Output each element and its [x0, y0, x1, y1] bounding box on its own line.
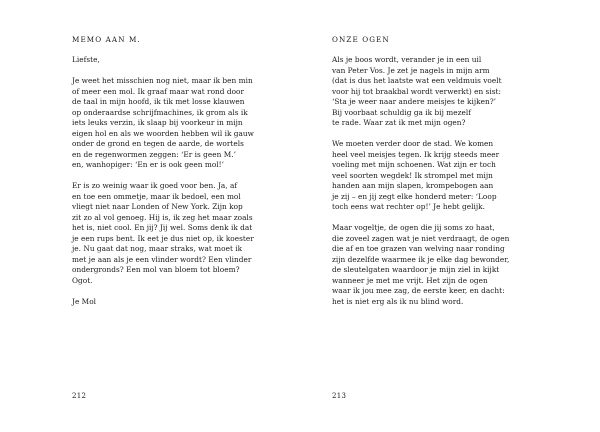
text-line: Je Mol	[72, 296, 97, 306]
poem-body	[332, 55, 537, 307]
text-line: wanneer je met me vrijt. Het zijn de ogen	[332, 275, 488, 285]
poem-title: ONZE OGEN	[332, 35, 390, 44]
poem-title: MEMO AAN M.	[72, 35, 141, 44]
text-line: We moeten verder door de stad. We komen	[332, 139, 494, 148]
text-line: (dat is dus het laatste wat een veldmuis voelt	[332, 76, 502, 85]
poem-body	[72, 55, 277, 307]
text-line: Bij voorbaat schuldig ga ik bij mezelf	[332, 107, 471, 117]
right-page	[300, 0, 600, 432]
stanza-break	[332, 129, 537, 140]
text-line: voeling met mijn schoenen. Wat zijn er toch	[332, 160, 496, 169]
text-line: en, wanhopiger: ‘En er is ook geen mol!’	[72, 160, 225, 169]
text-line: de sleutelgaten waardoor je mijn ziel in kijkt	[332, 265, 500, 274]
text-line: toch eens wat rechter op!’ Je hebt gelijk.	[332, 202, 485, 211]
text-line: je. Nu gaat dat nog, maar straks, wat moet ik	[72, 244, 243, 253]
stanza-break	[72, 66, 277, 77]
text-line: Ogot.	[72, 275, 93, 285]
text-line: die zoveel zagen wat je niet verdraagt, de ogen	[332, 233, 510, 243]
text-line: ‘Sta je weer naar andere meisjes te kijken?’	[332, 97, 497, 106]
text-line: voor hij tot braakbal wordt verwerkt) en sist:	[332, 86, 501, 96]
page-number: 212	[72, 392, 87, 400]
text-line: je een rups bent. Ik eet je dus niet op, ik koester	[72, 233, 254, 243]
stanza-break	[72, 286, 277, 297]
text-line: en de regenwormen zeggen: ‘Er is geen M.’	[72, 149, 236, 159]
page-number: 213	[332, 392, 347, 400]
text-line: heel veel meisjes tegen. Ik krijg steeds meer	[332, 149, 500, 159]
text-line: je zij – en jij zegt elke honderd meter: ‘Loop	[332, 191, 497, 201]
text-line: waar ik jou mee zag, de eerste keer, en dacht:	[332, 286, 505, 295]
text-line: die af en toe grazen van welving naar ronding	[332, 244, 505, 253]
text-line: Er is zo weinig waar ik goed voor ben. Ja, af	[72, 181, 238, 190]
text-line: met je aan als je een vlinder wordt? Een vlinder	[72, 254, 252, 264]
text-line: vliegt niet naar Londen of New York. Zijn kop	[72, 202, 243, 211]
text-line: zijn dezelfde waarmee ik je elke dag bewonder,	[332, 254, 510, 264]
stanza-break	[332, 213, 537, 224]
text-line: Je weet het misschien nog niet, maar ik ben min	[72, 76, 253, 85]
text-line: Liefste,	[72, 55, 100, 64]
text-line: het is niet erg als ik nu blind word.	[332, 296, 464, 306]
text-line: veel soorten wegdek! Ik strompel met mijn	[332, 170, 493, 180]
text-line: of meer een mol. Ik graaf maar wat rond door	[72, 86, 244, 96]
stanza-break	[72, 171, 277, 182]
text-line: iets leuks verzin, ik slaap bij voorkeur in mijn	[72, 118, 243, 127]
text-line: en toe een ommetje, maar ik bedoel, een mol	[72, 191, 241, 201]
text-line: van Peter Vos. Je zet je nagels in mijn arm	[332, 65, 490, 75]
text-line: ondergronds? Een mol van bloem tot bloem?	[72, 265, 240, 274]
text-line: zit zo al vol genoeg. Hij is, ik zeg het maar zoals	[72, 212, 253, 222]
text-line: Als je boos wordt, verander je in een uil	[332, 55, 482, 64]
text-line: eigen hol en als we woorden hebben wil ik gauw	[72, 128, 254, 138]
text-line: het is, niet cool. En jij? Jij wel. Soms denk ik dat	[72, 223, 253, 232]
text-line: onder de grond en tegen de aarde, de wortels	[72, 139, 244, 148]
text-line: Maar vogeltje, de ogen die jij soms zo haat,	[332, 223, 495, 232]
text-line: te rade. Waar zat ik met mijn ogen?	[332, 118, 466, 127]
text-line: de taal in mijn hoofd, ik tik met losse klauwen	[72, 97, 245, 106]
text-line: op onderaardse schrijfmachines, ik grom als ik	[72, 107, 248, 117]
text-line: handen aan mijn slapen, krompebogen aan	[332, 181, 494, 190]
